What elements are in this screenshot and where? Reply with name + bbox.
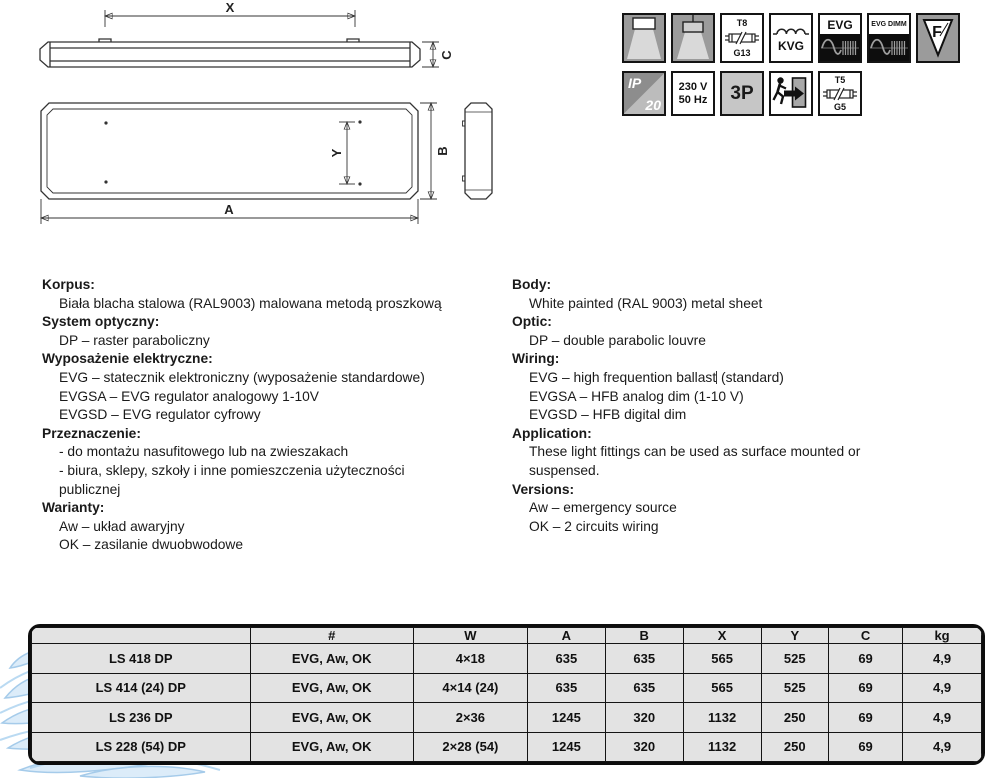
polish-section-title: Warianty:	[42, 500, 105, 516]
polish-section-title: Przeznaczenie:	[42, 425, 141, 441]
spec-column-polish	[42, 276, 507, 555]
table-cell: 1245	[527, 703, 605, 733]
english-section-title: Optic:	[512, 314, 552, 330]
table-cell: EVG, Aw, OK	[250, 703, 413, 733]
three-phase-icon	[720, 71, 764, 116]
dimension-b	[420, 103, 450, 199]
polish-section-title: Korpus:	[42, 277, 95, 292]
hf-wave-icon	[820, 34, 860, 61]
polish-section-title: System optyczny:	[42, 314, 160, 330]
column-header: B	[605, 628, 683, 644]
column-header: A	[527, 628, 605, 644]
table-cell: 320	[605, 703, 683, 733]
spec-column-english	[512, 276, 977, 536]
english-spec-line: DP – double parabolic louvre	[529, 332, 706, 348]
evg-label: EVG	[820, 15, 860, 34]
english-section-title: Body:	[512, 277, 552, 292]
column-header: #	[250, 628, 413, 644]
english-section-title: Versions:	[512, 481, 575, 497]
g5-label: G5	[833, 102, 846, 113]
ip-value: 20	[645, 97, 661, 113]
table-row	[32, 732, 982, 762]
evg-ballast-icon	[818, 13, 862, 63]
side-view	[40, 39, 420, 67]
mains-voltage-icon	[671, 71, 715, 116]
table-cell: 4,9	[903, 703, 982, 733]
table-cell: 1132	[683, 703, 761, 733]
english-spec-line: EVGSD – HFB digital dim	[529, 407, 687, 423]
g13-label: G13	[733, 48, 751, 58]
table-cell: 2×28 (54)	[413, 732, 527, 762]
polish-section-title: Wyposażenie elektryczne:	[42, 351, 213, 367]
t5-label: T5	[834, 74, 846, 85]
kvg-label: KVG	[777, 39, 804, 53]
f-mark-icon	[916, 13, 960, 63]
table-cell: 565	[683, 673, 761, 703]
coil-icon	[771, 23, 811, 37]
table-header-row	[32, 628, 982, 644]
kvg-ballast-icon	[769, 13, 813, 63]
polish-spec-line: - do montażu nasufitowego lub na zwieszakach	[59, 444, 349, 460]
hf-dim-wave-icon	[869, 34, 909, 61]
table-cell: 250	[761, 732, 828, 762]
dim-label-b: B	[435, 146, 450, 156]
table-cell: 565	[683, 644, 761, 674]
table-cell: 525	[761, 673, 828, 703]
english-section-title: Wiring:	[512, 351, 560, 367]
model-cell: LS 228 (54) DP	[32, 732, 251, 762]
table-cell: 1245	[527, 732, 605, 762]
table-cell: 69	[829, 673, 903, 703]
table-cell: EVG, Aw, OK	[250, 644, 413, 674]
table-cell: 4×18	[413, 644, 527, 674]
polish-spec-line: publicznej	[59, 481, 121, 497]
polish-spec-line: OK – zasilanie dwuobwodowe	[59, 537, 244, 553]
model-cell: LS 418 DP	[32, 644, 251, 674]
spec-table-container	[28, 624, 985, 765]
table-cell: 635	[605, 644, 683, 674]
table-cell: 4×14 (24)	[413, 673, 527, 703]
f-letter: F	[932, 24, 942, 41]
table-cell: 635	[605, 673, 683, 703]
t5-g5-lamp-icon	[818, 71, 862, 116]
polish-spec-line: EVGSA – EVG regulator analogowy 1-10V	[59, 388, 319, 404]
english-spec-line: White painted (RAL 9003) metal sheet	[529, 295, 763, 311]
polish-spec-line: - biura, sklepy, szkoły i inne pomieszczenia użyteczności	[59, 462, 405, 478]
column-header: X	[683, 628, 761, 644]
model-cell: LS 236 DP	[32, 703, 251, 733]
english-spec-line: EVG – high frequention ballast (standard)	[529, 369, 784, 385]
column-header	[32, 628, 251, 644]
pictogram-row-1	[622, 13, 960, 63]
plan-view	[41, 103, 418, 199]
fluorescent-tube-icon	[722, 31, 762, 45]
ip20-rating-icon	[622, 71, 666, 116]
model-cell: LS 414 (24) DP	[32, 673, 251, 703]
surface-mounted-icon	[622, 13, 666, 63]
evg-dimm-label: EVG DIMM	[869, 15, 909, 34]
end-view	[463, 103, 493, 199]
table-row	[32, 673, 982, 703]
english-spec-line: OK – 2 circuits wiring	[529, 518, 659, 534]
dimension-x	[105, 2, 355, 27]
spec-table	[31, 627, 982, 762]
fluorescent-tube-icon	[820, 87, 860, 101]
table-cell: 4,9	[903, 673, 982, 703]
ip-code: IP	[628, 75, 642, 91]
english-spec-line: These light fittings can be used as surface mounted or	[529, 444, 861, 460]
table-cell: 69	[829, 732, 903, 762]
table-cell: 635	[527, 673, 605, 703]
emergency-exit-icon	[769, 71, 813, 116]
table-cell: EVG, Aw, OK	[250, 673, 413, 703]
dimension-drawing	[25, 2, 535, 247]
table-row	[32, 703, 982, 733]
table-cell: 4,9	[903, 732, 982, 762]
polish-spec-line: Biała blacha stalowa (RAL9003) malowana metodą proszkową	[59, 295, 442, 311]
voltage-label: 230 V	[678, 80, 708, 93]
table-cell: 320	[605, 732, 683, 762]
dim-label-c: C	[439, 50, 454, 60]
pictogram-panel	[622, 13, 960, 116]
polish-spec-line: Aw – układ awaryjny	[59, 518, 185, 534]
english-spec-line: suspensed.	[529, 462, 600, 478]
polish-spec-line: EVG – statecznik elektroniczny (wyposażenie standardowe)	[59, 369, 425, 385]
frequency-label: 50 Hz	[678, 93, 708, 106]
dim-label-a: A	[224, 202, 234, 217]
table-cell: EVG, Aw, OK	[250, 732, 413, 762]
english-spec-line: Aw – emergency source	[529, 500, 677, 516]
t8-label: T8	[736, 18, 748, 28]
3p-label: 3P	[730, 82, 754, 104]
polish-spec-line: DP – raster paraboliczny	[59, 332, 210, 348]
english-spec-line: EVGSA – HFB analog dim (1-10 V)	[529, 388, 744, 404]
table-cell: 1132	[683, 732, 761, 762]
dim-label-x: X	[225, 2, 235, 15]
table-cell: 635	[527, 644, 605, 674]
table-cell: 525	[761, 644, 828, 674]
table-cell: 250	[761, 703, 828, 733]
dim-label-y: Y	[329, 148, 344, 158]
pictogram-row-2	[622, 71, 960, 116]
polish-spec-line: EVGSD – EVG regulator cyfrowy	[59, 407, 261, 423]
column-header: W	[413, 628, 527, 644]
t8-g13-lamp-icon	[720, 13, 764, 63]
table-cell: 69	[829, 644, 903, 674]
dimension-y	[329, 122, 355, 184]
dimension-c	[422, 42, 454, 67]
column-header: C	[829, 628, 903, 644]
table-cell: 4,9	[903, 644, 982, 674]
pendant-mounted-icon	[671, 13, 715, 63]
table-cell: 69	[829, 703, 903, 733]
table-row	[32, 644, 982, 674]
dimension-a	[41, 199, 418, 224]
evg-dimm-ballast-icon	[867, 13, 911, 63]
english-section-title: Application:	[512, 425, 592, 441]
column-header: Y	[761, 628, 828, 644]
column-header: kg	[903, 628, 982, 644]
table-cell: 2×36	[413, 703, 527, 733]
